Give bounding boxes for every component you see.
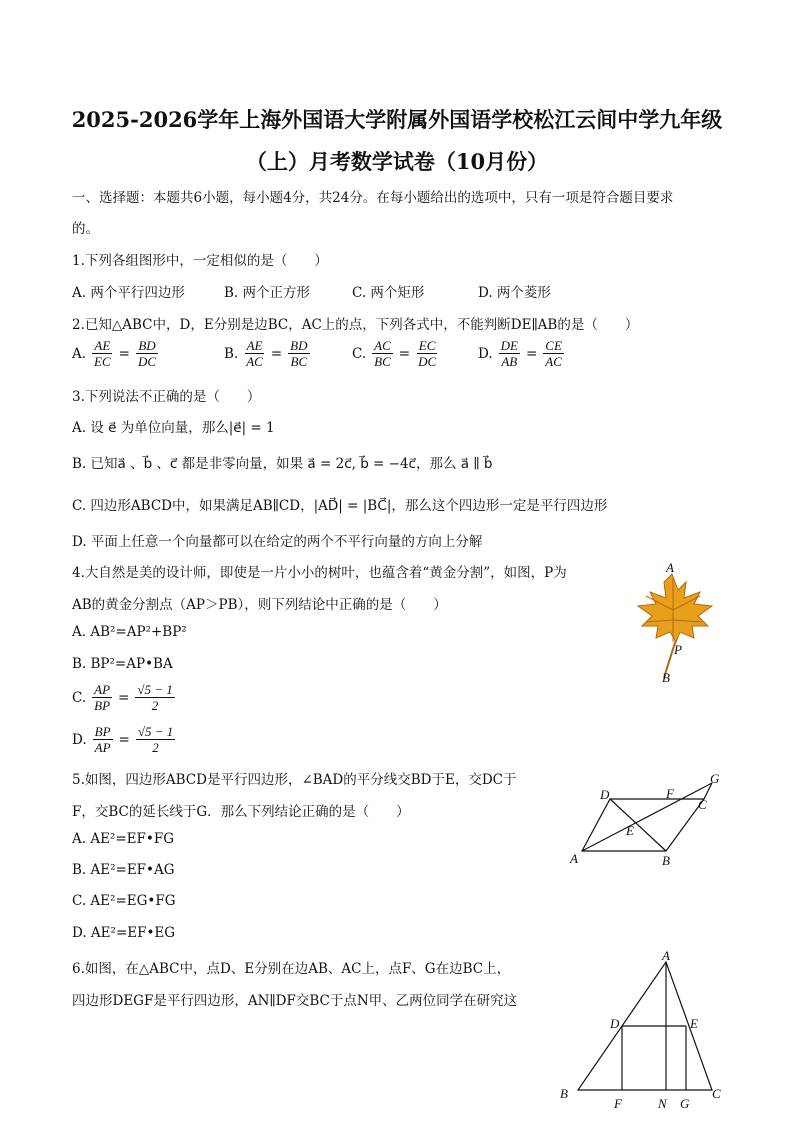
q5-option-c: C. AE²=EG•FG: [72, 893, 176, 909]
fraction: $\frac{AE}{AC}$: [246, 338, 263, 369]
q5-stem-line2: F，交BC的延长线于G．那么下列结论正确的是（ ）: [72, 804, 410, 820]
q2-b-label: B.: [224, 345, 239, 362]
label-F: F: [614, 1096, 622, 1111]
label-C: C: [698, 797, 707, 812]
q6-stem-line1: 6.如图，在△ABC中，点D、E分别在边AB、AC上，点F、G在边BC上，: [72, 961, 511, 977]
label-P: P: [674, 642, 682, 657]
q5-figure-parallelogram: [560, 765, 730, 870]
label-G: G: [710, 771, 720, 786]
q2-option-a: A. $\frac{AE}{EC}$ = $\frac{BD}{DC}$: [72, 338, 157, 369]
label-A: A: [666, 560, 674, 575]
fraction: $\frac{√5 - 1}{2}$: [137, 724, 174, 755]
q2-option-c: C. $\frac{AC}{BC}$ = $\frac{EC}{DC}$: [352, 338, 437, 369]
q4-option-d: D. $\frac{BP}{AP}$ = $\frac{√5 - 1}{2}$: [72, 724, 174, 755]
q1-stem: 1.下列各组图形中，一定相似的是（ ）: [72, 253, 328, 269]
label-N: N: [658, 1096, 667, 1111]
q5-option-a: A. AE²=EF•FG: [72, 831, 174, 847]
maple-leaf-icon: [638, 574, 712, 678]
page-title-line2: （上）月考数学试卷（10月份）: [245, 149, 549, 174]
q2-option-b: B. $\frac{AE}{AC}$ = $\frac{BD}{BC}$: [224, 338, 308, 369]
q1-option-d: D. 两个菱形: [478, 285, 551, 301]
fraction: $\frac{BP}{AP}$: [94, 724, 111, 755]
q3-option-d: D. 平面上任意一个向量都可以在给定的两个不平行向量的方向上分解: [72, 534, 483, 550]
fraction: $\frac{AP}{BP}$: [94, 682, 111, 713]
q3-option-c: C. 四边形ABCD中，如果满足AB∥CD，|AD⃗| = |BC⃗|，那么这个四边形一定是平行四边形: [72, 498, 608, 514]
section-header-line2: 的。: [72, 221, 99, 237]
q5-option-b: B. AE²=EF•AG: [72, 862, 175, 878]
label-E: E: [626, 823, 634, 838]
q2-a-label: A.: [72, 345, 87, 362]
page-title-line1: 2025-2026学年上海外国语大学附属外国语学校松江云间中学九年级: [71, 107, 723, 132]
q4-option-c: C. $\frac{AP}{BP}$ = $\frac{√5 - 1}{2}$: [72, 682, 173, 713]
q2-d-label: D.: [478, 345, 493, 362]
label-B: B: [662, 670, 670, 685]
q6-stem-line2: 四边形DEGF是平行四边形，AN∥DF交BC于点N甲、乙两位同学在研究这: [72, 993, 518, 1009]
fraction: $\frac{AE}{EC}$: [94, 338, 111, 369]
line-BD: [610, 799, 666, 851]
q1-option-c: C. 两个矩形: [352, 285, 425, 301]
q4-figure-maple-leaf: [620, 560, 730, 690]
q2-options: [72, 338, 564, 369]
q3-option-a: A. 设 e⃗ 为单位向量，那么|e⃗| = 1: [72, 420, 275, 436]
fraction: $\frac{AC}{BC}$: [374, 338, 391, 369]
q3-option-b: B. 已知a⃗ 、b⃗ 、c⃗ 都是非零向量，如果 a⃗ = 2c⃗, b⃗ = −4c⃗，那么 a⃗ ∥ b⃗: [72, 456, 493, 472]
label-D: D: [610, 1016, 620, 1031]
q3-stem: 3.下列说法不正确的是（ ）: [72, 389, 261, 405]
label-C: C: [712, 1086, 721, 1101]
q6-figure-triangle: [552, 950, 732, 1115]
label-G: G: [680, 1096, 690, 1111]
q5-stem-line1: 5.如图，四边形ABCD是平行四边形，∠BAD的平分线交BD于E，交DC于: [72, 772, 517, 788]
label-B: B: [560, 1086, 568, 1101]
label-E: E: [690, 1016, 698, 1031]
q2-c-label: C.: [352, 345, 367, 362]
q4-stem-line1: 4.大自然是美的设计师，即使是一片小小的树叶，也蕴含着“黄金分割”，如图，P为: [72, 565, 567, 581]
fraction: $\frac{CE}{AC}$: [545, 338, 562, 369]
q5-option-d: D. AE²=EF•EG: [72, 925, 176, 941]
fraction: $\frac{BD}{BC}$: [290, 338, 308, 369]
fraction: $\frac{DE}{AB}$: [500, 338, 518, 369]
fraction: $\frac{EC}{DC}$: [418, 338, 437, 369]
label-F: F: [666, 786, 674, 801]
q1-option-a: A. 两个平行四边形: [72, 285, 185, 301]
section-header-line1: 一、选择题：本题共6小题，每小题4分，共24分。在每小题给出的选项中，只有一项是符合题目要求: [72, 190, 674, 206]
label-B: B: [662, 853, 670, 868]
label-D: D: [600, 787, 610, 802]
q4-option-b: B. BP²=AP•BA: [72, 656, 173, 672]
q2-option-d: D. $\frac{DE}{AB}$ = $\frac{CE}{AC}$: [478, 338, 562, 369]
label-A: A: [662, 950, 670, 963]
q4-stem-line2: AB的黄金分割点（AP＞PB），则下列结论中正确的是（ ）: [72, 597, 447, 613]
q2-stem: 2.已知△ABC中，D，E分别是边BC，AC上的点，下列各式中，不能判断DE∥AB的是（ ）: [72, 317, 639, 333]
parallelogram-ABCD: [582, 799, 704, 851]
fraction: $\frac{√5 - 1}{2}$: [137, 682, 173, 713]
label-A: A: [570, 851, 578, 866]
q1-option-b: B. 两个正方形: [224, 285, 311, 301]
q4-option-a: A. AB²=AP²+BP²: [72, 624, 187, 640]
fraction: $\frac{BD}{DC}$: [137, 338, 157, 369]
